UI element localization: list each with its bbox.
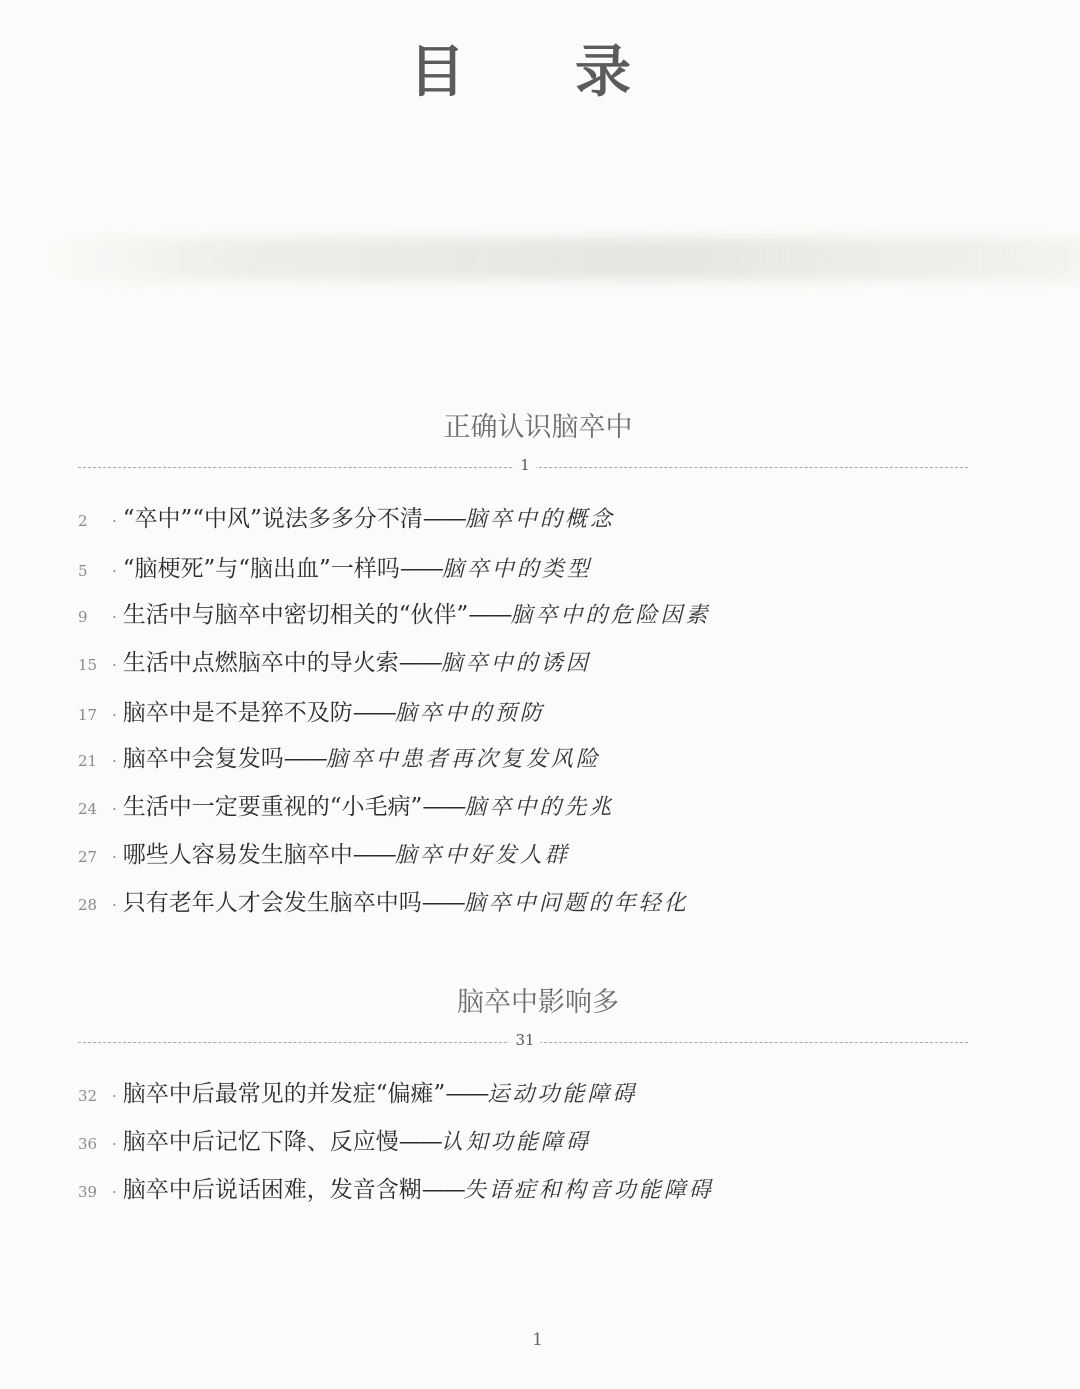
- toc-entry[interactable]: [78, 644, 591, 677]
- toc-main-title: 脑卒中后最常见的并发症“偏瘫”: [122, 1081, 446, 1107]
- toc-section: [78, 405, 968, 476]
- toc-subtitle: 脑卒中问题的年轻化: [463, 891, 689, 916]
- toc-subtitle: 脑卒中的先兆: [464, 795, 615, 820]
- toc-dash: ——: [468, 602, 511, 628]
- section-page-number: 31: [509, 1031, 540, 1049]
- toc-dash: ——: [422, 794, 465, 820]
- section-page-number: 1: [514, 456, 536, 474]
- toc-entry[interactable]: [78, 1075, 637, 1108]
- toc-dash: ——: [352, 700, 395, 726]
- toc-page-number: 27: [78, 848, 98, 866]
- toc-dash: ——: [421, 890, 464, 916]
- toc-entry[interactable]: [78, 1123, 591, 1156]
- toc-main-title: 哪些人容易发生脑卒中: [122, 842, 353, 868]
- toc-separator-dot: ·: [112, 848, 117, 866]
- toc-main-title: 脑卒中后记忆下降、反应慢: [122, 1129, 399, 1155]
- toc-entry[interactable]: [78, 884, 689, 917]
- page-title: 目录: [409, 39, 741, 105]
- toc-separator-dot: ·: [112, 608, 117, 626]
- scan-artifact: [40, 238, 1080, 280]
- toc-main-title: 脑卒中是不是猝不及防: [122, 700, 353, 726]
- toc-dash: ——: [445, 1081, 488, 1107]
- toc-main-title: 生活中点燃脑卒中的导火索: [122, 650, 399, 676]
- toc-main-title: 生活中一定要重视的“小毛病”: [122, 794, 423, 820]
- toc-dash: ——: [421, 1177, 464, 1203]
- toc-page-number: 28: [78, 896, 98, 914]
- toc-dash: ——: [398, 650, 441, 676]
- toc-main-title: 脑卒中会复发吗: [122, 746, 284, 772]
- toc-separator-dot: ·: [112, 1135, 117, 1153]
- toc-separator-dot: ·: [112, 706, 117, 724]
- section-title: 正确认识脑卒中: [443, 412, 633, 443]
- toc-entry[interactable]: [78, 596, 710, 629]
- toc-dash: ——: [398, 1129, 441, 1155]
- toc-dash: ——: [283, 746, 326, 772]
- toc-separator-dot: ·: [112, 1183, 117, 1201]
- toc-entry[interactable]: [78, 694, 545, 727]
- toc-entry[interactable]: [78, 740, 601, 773]
- toc-separator-dot: ·: [112, 1087, 117, 1105]
- footer-page-number: 1: [532, 1330, 543, 1350]
- section-rule: [78, 456, 968, 476]
- toc-page-number: 39: [78, 1183, 98, 1201]
- toc-subtitle: 脑卒中患者再次复发风险: [325, 747, 601, 772]
- toc-separator-dot: ·: [112, 512, 117, 530]
- toc-main-title: “卒中”“中风”说法多多分不清: [122, 506, 423, 532]
- toc-subtitle: 脑卒中的诱因: [440, 651, 591, 676]
- toc-entry[interactable]: [78, 836, 570, 869]
- toc-page-number: 32: [78, 1087, 98, 1105]
- toc-subtitle: 脑卒中的类型: [441, 557, 592, 582]
- toc-entry[interactable]: [78, 788, 614, 821]
- toc-subtitle: 失语症和构音功能障碍: [463, 1178, 714, 1203]
- toc-page-number: 2: [78, 512, 88, 530]
- toc-dash: ——: [399, 556, 442, 582]
- toc-dash: ——: [422, 506, 465, 532]
- toc-subtitle: 脑卒中的预防: [394, 701, 545, 726]
- toc-separator-dot: ·: [112, 752, 117, 770]
- toc-separator-dot: ·: [112, 656, 117, 674]
- toc-section: [78, 980, 968, 1051]
- toc-subtitle: 脑卒中的危险因素: [510, 603, 711, 628]
- toc-page-number: 17: [78, 706, 98, 724]
- toc-separator-dot: ·: [112, 562, 117, 580]
- toc-page-number: 21: [78, 752, 98, 770]
- toc-entry[interactable]: [78, 500, 615, 533]
- toc-main-title: 生活中与脑卒中密切相关的“伙伴”: [122, 602, 469, 628]
- toc-separator-dot: ·: [112, 896, 117, 914]
- toc-entry[interactable]: [78, 1171, 714, 1204]
- toc-main-title: 脑卒中后说话困难，发音含糊: [122, 1177, 422, 1203]
- toc-page-number: 24: [78, 800, 98, 818]
- toc-entry[interactable]: [78, 550, 592, 583]
- toc-page-number: 15: [78, 656, 98, 674]
- toc-page-number: 36: [78, 1135, 98, 1153]
- toc-page-number: 9: [78, 608, 88, 626]
- toc-main-title: 只有老年人才会发生脑卒中吗: [122, 890, 422, 916]
- toc-separator-dot: ·: [112, 800, 117, 818]
- toc-subtitle: 认知功能障碍: [440, 1130, 591, 1155]
- section-rule: [78, 1031, 968, 1051]
- toc-subtitle: 脑卒中好发人群: [394, 843, 570, 868]
- toc-page-number: 5: [78, 562, 88, 580]
- toc-subtitle: 脑卒中的概念: [464, 507, 615, 532]
- toc-main-title: “脑梗死”与“脑出血”一样吗: [122, 556, 400, 582]
- toc-subtitle: 运动功能障碍: [487, 1082, 638, 1107]
- section-title: 脑卒中影响多: [457, 987, 619, 1018]
- toc-dash: ——: [352, 842, 395, 868]
